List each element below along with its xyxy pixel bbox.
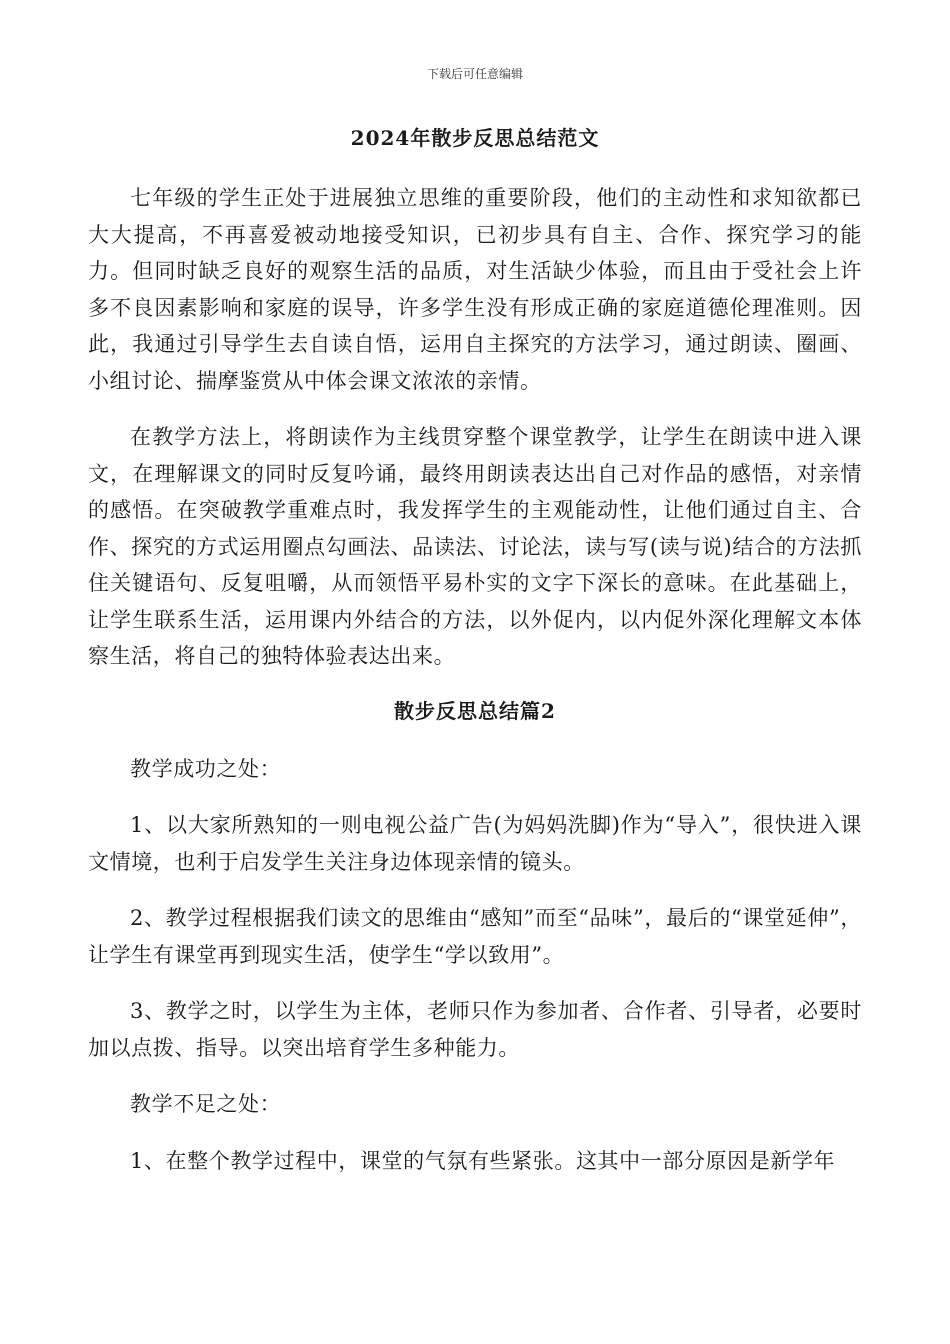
paragraph-shortcoming-heading: 教学不足之处：: [130, 1092, 282, 1116]
document-body: [88, 122, 862, 1199]
paragraph-success-3: 3、教学之时，以学生为主体，老师只作为参加者、合作者、引导者，必要时加以点拨、指导。以突出培育学生多种能力。: [88, 999, 862, 1060]
section-title: 散步反思总结篇2: [394, 698, 556, 723]
paragraph-success-2: 2、教学过程根据我们读文的思维由“感知”而至“品味”，最后的“课堂延伸”，让学生有课堂再到现实生活，使学生“学以致用”。: [88, 906, 862, 967]
document-title: 2024年散步反思总结范文: [350, 126, 600, 150]
paragraph-teaching-method: 在教学方法上，将朗读作为主线贯穿整个课堂教学，让学生在朗读中进入课文，在理解课文的同时反复吟诵，最终用朗读表达出自己对作品的感悟，对亲情的感悟。在突破教学重难点时，我发挥学生的主观能动性，让他们通过自主、合作、探究的方式运用圈点勾画法、品读法、讨论法，读与写(读与说)结合的方法抓住关键语句、反复咀嚼，从而领悟平易朴实的文字下深长的意味。在此基础上，让学生联系生活，运用课内外结合的方法，以外促内，以内促外深化理解文本体察生活，将自己的独特体验表达出来。: [88, 425, 862, 668]
paragraph-student-analysis: 七年级的学生正处于进展独立思维的重要阶段，他们的主动性和求知欲都已大大提高，不再喜爱被动地接受知识，已初步具有自主、合作、探究学习的能力。但同时缺乏良好的观察生活的品质，对生活缺少体验，而且由于受社会上许多不良因素影响和家庭的误导，许多学生没有形成正确的家庭道德伦理准则。因此，我通过引导学生去自读自悟，运用自主探究的方法学习，通过朗读、圈画、小组讨论、揣摩鉴赏从中体会课文浓浓的亲情。: [88, 186, 862, 393]
paragraph-shortcoming-1: 1、在整个教学过程中，课堂的气氛有些紧张。这其中一部分原因是新学年: [130, 1148, 836, 1173]
paragraph-success-1: 1、以大家所熟知的一则电视公益广告(为妈妈洗脚)作为“导入”，很快进入课文情境，也利于启发学生关注身边体现亲情的镜头。: [88, 813, 862, 874]
paragraph-success-heading: 教学成功之处：: [130, 756, 282, 781]
header-note: 下载后可任意编辑: [426, 67, 523, 81]
